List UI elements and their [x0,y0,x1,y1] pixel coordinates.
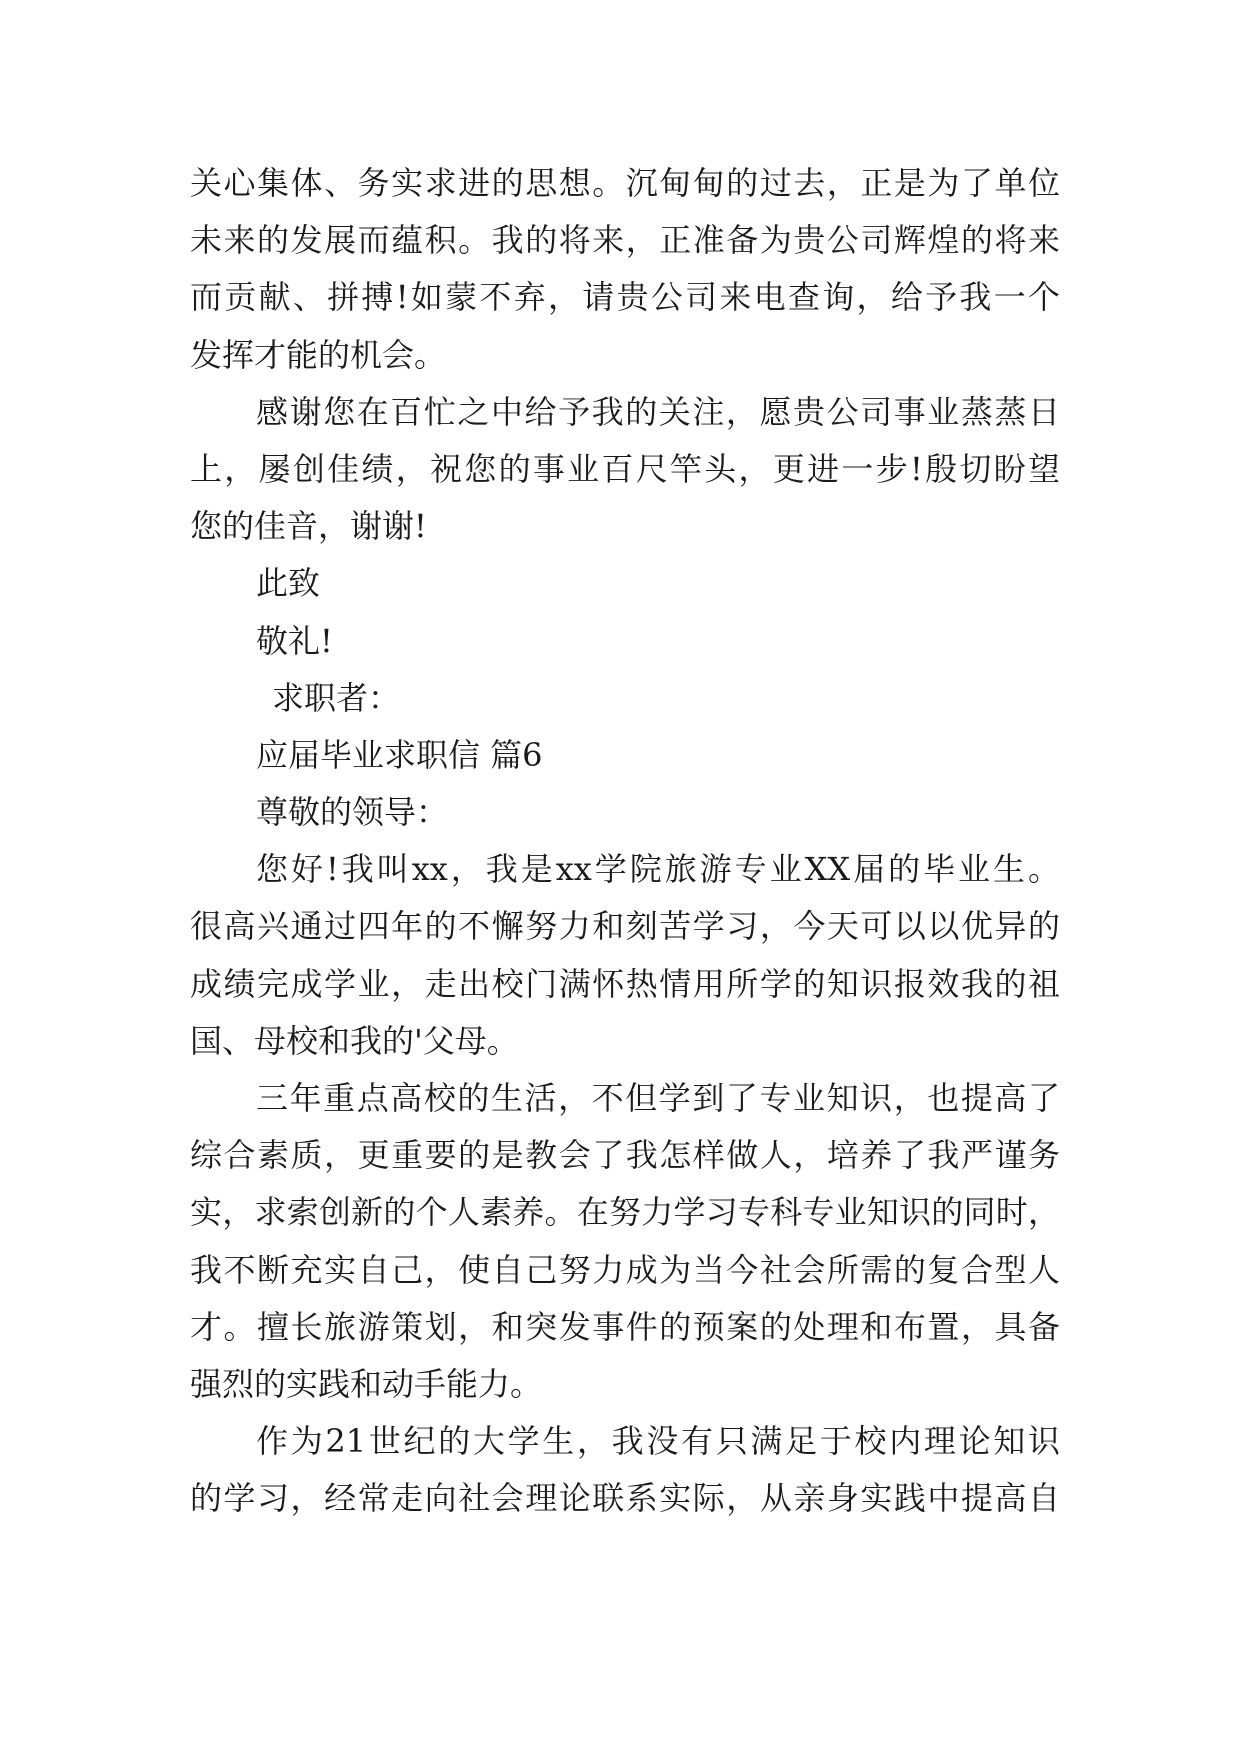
text-line: 我不断充实自己，使自己努力成为当今社会所需的复合型人 [190,1250,1060,1289]
closing-line: 敬礼! [256,621,333,660]
text-line: 作为21世纪的大学生，我没有只满足于校内理论知识 [256,1422,1060,1461]
text-line: 上，屡创佳绩，祝您的事业百尺竿头，更进一步!殷切盼望 [190,449,1060,488]
text-line: 未来的发展而蕴积。我的将来，正准备为贵公司辉煌的将来 [190,221,1060,260]
text-line: 感谢您在百忙之中给予我的关注，愿贵公司事业蒸蒸日 [256,392,1060,431]
text-line: 三年重点高校的生活，不但学到了专业知识，也提高了 [256,1079,1060,1117]
closing-line: 此致 [256,564,321,603]
document-body [190,155,1060,1528]
text-line: 发挥才能的机会。 [190,335,447,374]
text-line: 实，求索创新的个人素养。在努力学习专科专业知识的同时， [190,1193,1060,1232]
text-line: 而贡献、拼搏!如蒙不弃，请贵公司来电查询，给予我一个 [190,278,1060,317]
text-line: 您的佳音，谢谢! [190,507,427,546]
text-line: 综合素质，更重要的是教会了我怎样做人，培养了我严谨务 [190,1136,1060,1175]
text-line: 强烈的实践和动手能力。 [190,1364,543,1403]
text-line: 您好!我叫xx，我是xx学院旅游专业XX届的毕业生。 [256,850,1060,889]
text-line: 关心集体、务实求进的思想。沉甸甸的过去，正是为了单位 [190,164,1060,202]
section-heading: 应届毕业求职信 篇6 [256,735,543,774]
salutation: 尊敬的领导： [256,793,449,832]
text-line: 成绩完成学业，走出校门满怀热情用所学的知识报效我的祖 [190,964,1060,1003]
text-line: 的学习，经常走向社会理论联系实际，从亲身实践中提高自 [190,1479,1060,1518]
text-line: 才。擅长旅游策划，和突发事件的预案的处理和布置，具备 [190,1307,1060,1346]
text-line: 国、母校和我的'父母。 [190,1021,519,1060]
text-line: 很高兴通过四年的不懈努力和刻苦学习，今天可以以优异的 [190,907,1060,946]
signature-line: 求职者： [272,678,401,717]
